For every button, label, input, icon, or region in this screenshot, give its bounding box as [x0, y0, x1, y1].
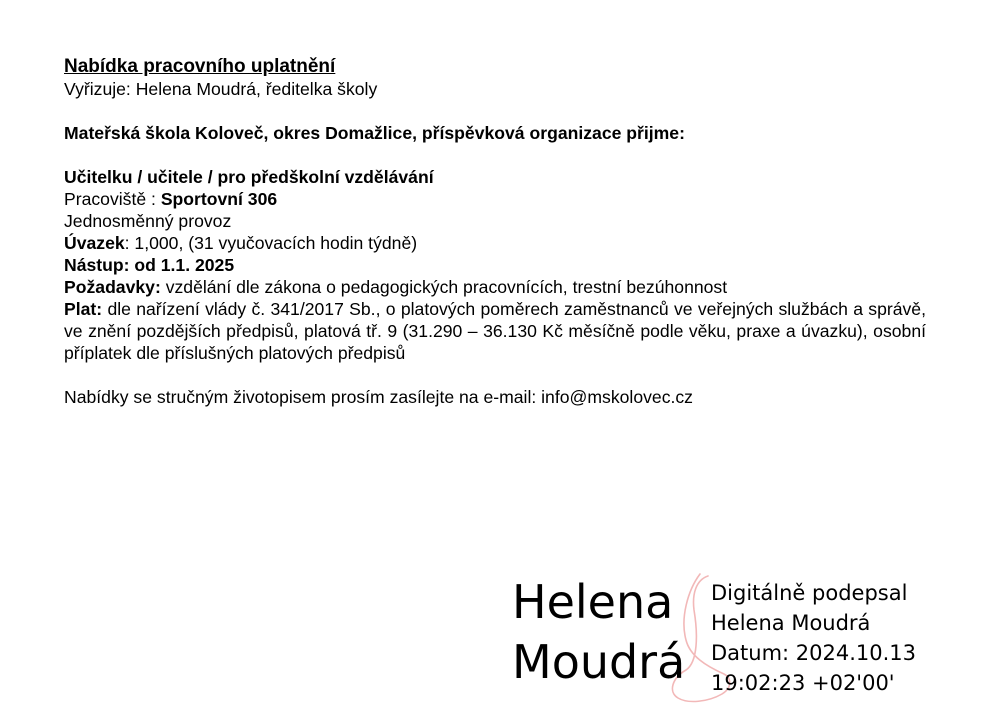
- signature-date: Datum: 2024.10.13: [711, 641, 917, 665]
- employer-line: Mateřská škola Koloveč, okres Domažlice, příspěvková organizace přijme:: [64, 123, 685, 143]
- signature-name-last: Moudrá: [512, 635, 686, 689]
- salary-value: dle nařízení vlády č. 341/2017 Sb., o platových poměrech zaměstnanců ve veřejných službách a správě, ve znění pozdějších předpisů, platová tř. 9 (31.290 – 36.130 Kč měsíčně podle věku, praxe a úvazku), osobní příplatek dle příslušných platových předpisů: [64, 299, 926, 363]
- workplace-line: [64, 188, 926, 210]
- workload-label: Úvazek: [64, 233, 125, 253]
- position-line: Učitelku / učitele / pro předškolní vzdělávání: [64, 167, 434, 187]
- workload-value: : 1,000, (31 vyučovacích hodin týdně): [124, 233, 418, 253]
- closing-line: Nabídky se stručným životopisem prosím zasílejte na e-mail: info@mskolovec.cz: [64, 387, 693, 407]
- contact-line: Vyřizuje: Helena Moudrá, ředitelka školy: [64, 79, 378, 99]
- workplace-value: Sportovní 306: [160, 189, 278, 209]
- signature-name: [512, 572, 685, 692]
- requirements-value: vzdělání dle zákona o pedagogických pracovnících, trestní bezúhonnost: [160, 277, 728, 297]
- workload-line: [64, 232, 926, 254]
- job-offer-document: [64, 56, 926, 408]
- signature-name-first: Helena: [512, 575, 674, 629]
- requirements-line: [64, 276, 926, 298]
- workplace-label: Pracoviště :: [64, 189, 161, 209]
- shift-line: Jednosměnný provoz: [64, 211, 232, 231]
- signature-time: 19:02:23 +02'00': [711, 671, 895, 695]
- start-line: Nástup: od 1.1. 2025: [64, 255, 235, 275]
- document-title: Nabídka pracovního uplatnění: [64, 56, 336, 77]
- salary-label: Plat:: [64, 299, 103, 319]
- spacer: [64, 144, 926, 166]
- spacer: [64, 100, 926, 122]
- signed-label: Digitálně podepsal: [711, 581, 908, 605]
- requirements-label: Požadavky:: [64, 277, 161, 297]
- spacer: [64, 364, 926, 386]
- signer-name: Helena Moudrá: [711, 611, 871, 635]
- signature-details: [711, 578, 916, 698]
- salary-paragraph: [64, 298, 926, 364]
